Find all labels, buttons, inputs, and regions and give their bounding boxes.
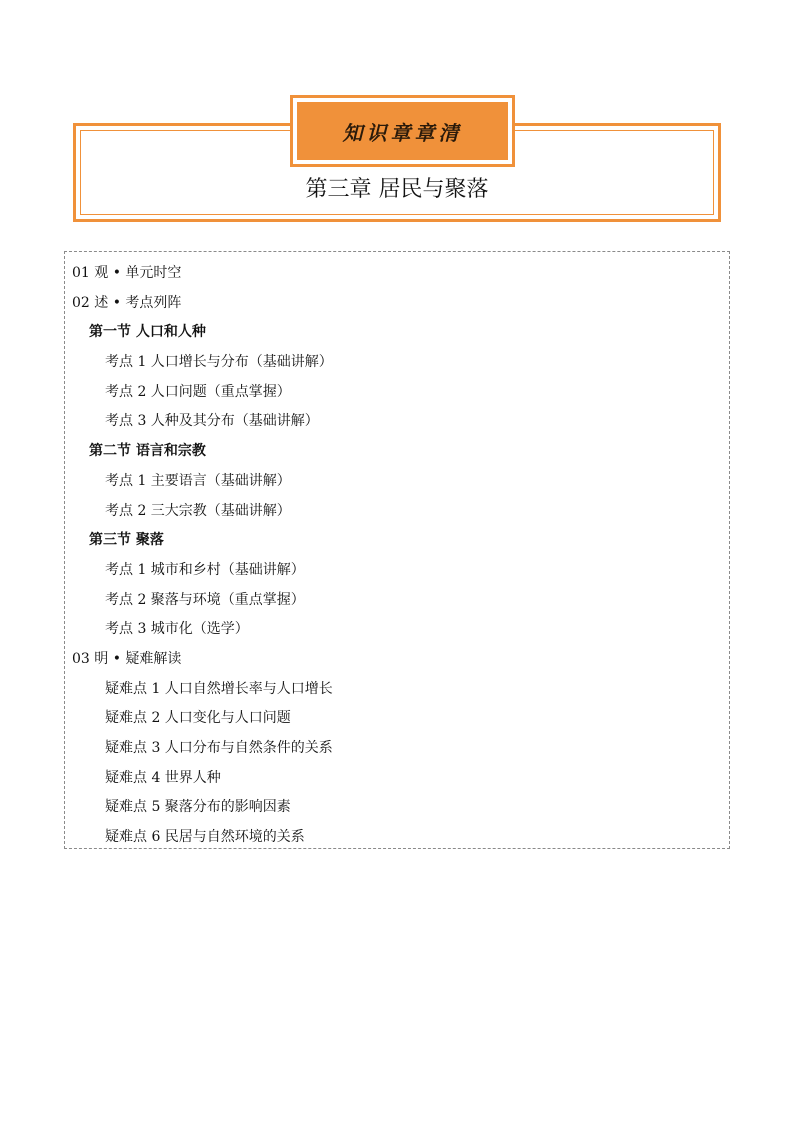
header-tab-label: 知识章章清	[342, 120, 463, 145]
toc-item[interactable]: 疑难点 2 人口变化与人口问题	[105, 710, 291, 727]
toc-part[interactable]: 01 观 • 单元时空	[72, 265, 182, 281]
chapter-title: 第三章 居民与聚落	[305, 177, 489, 202]
toc-part[interactable]: 03 明 • 疑难解读	[72, 650, 182, 667]
toc-section[interactable]: 第二节 语言和宗教	[89, 443, 206, 460]
toc-item[interactable]: 疑难点 3 人口分布与自然条件的关系	[105, 740, 333, 756]
toc-item[interactable]: 考点 1 人口增长与分布（基础讲解）	[105, 354, 333, 371]
toc-item[interactable]: 疑难点 5 聚落分布的影响因素	[105, 799, 291, 816]
table-of-contents	[64, 251, 730, 849]
toc-item[interactable]: 疑难点 6 民居与自然环境的关系	[105, 829, 305, 846]
toc-item[interactable]: 考点 2 三大宗教（基础讲解）	[105, 502, 291, 519]
toc-item[interactable]: 考点 1 主要语言（基础讲解）	[105, 472, 291, 489]
header-tab-fill	[297, 102, 508, 160]
toc-part[interactable]: 02 述 • 考点列阵	[72, 294, 182, 311]
toc-item[interactable]: 疑难点 1 人口自然增长率与人口增长	[105, 680, 333, 697]
toc-section[interactable]: 第一节 人口和人种	[89, 324, 206, 341]
toc-item[interactable]: 考点 3 城市化（选学）	[105, 621, 249, 638]
toc-item[interactable]: 考点 2 人口问题（重点掌握）	[105, 383, 291, 400]
toc-item[interactable]: 考点 3 人种及其分布（基础讲解）	[105, 413, 319, 430]
toc-item[interactable]: 疑难点 4 世界人种	[105, 769, 221, 786]
toc-section[interactable]: 第三节 聚落	[89, 532, 164, 549]
toc-item[interactable]: 考点 2 聚落与环境（重点掌握）	[105, 591, 305, 608]
header-tab	[290, 95, 515, 167]
toc-item[interactable]: 考点 1 城市和乡村（基础讲解）	[105, 561, 305, 578]
